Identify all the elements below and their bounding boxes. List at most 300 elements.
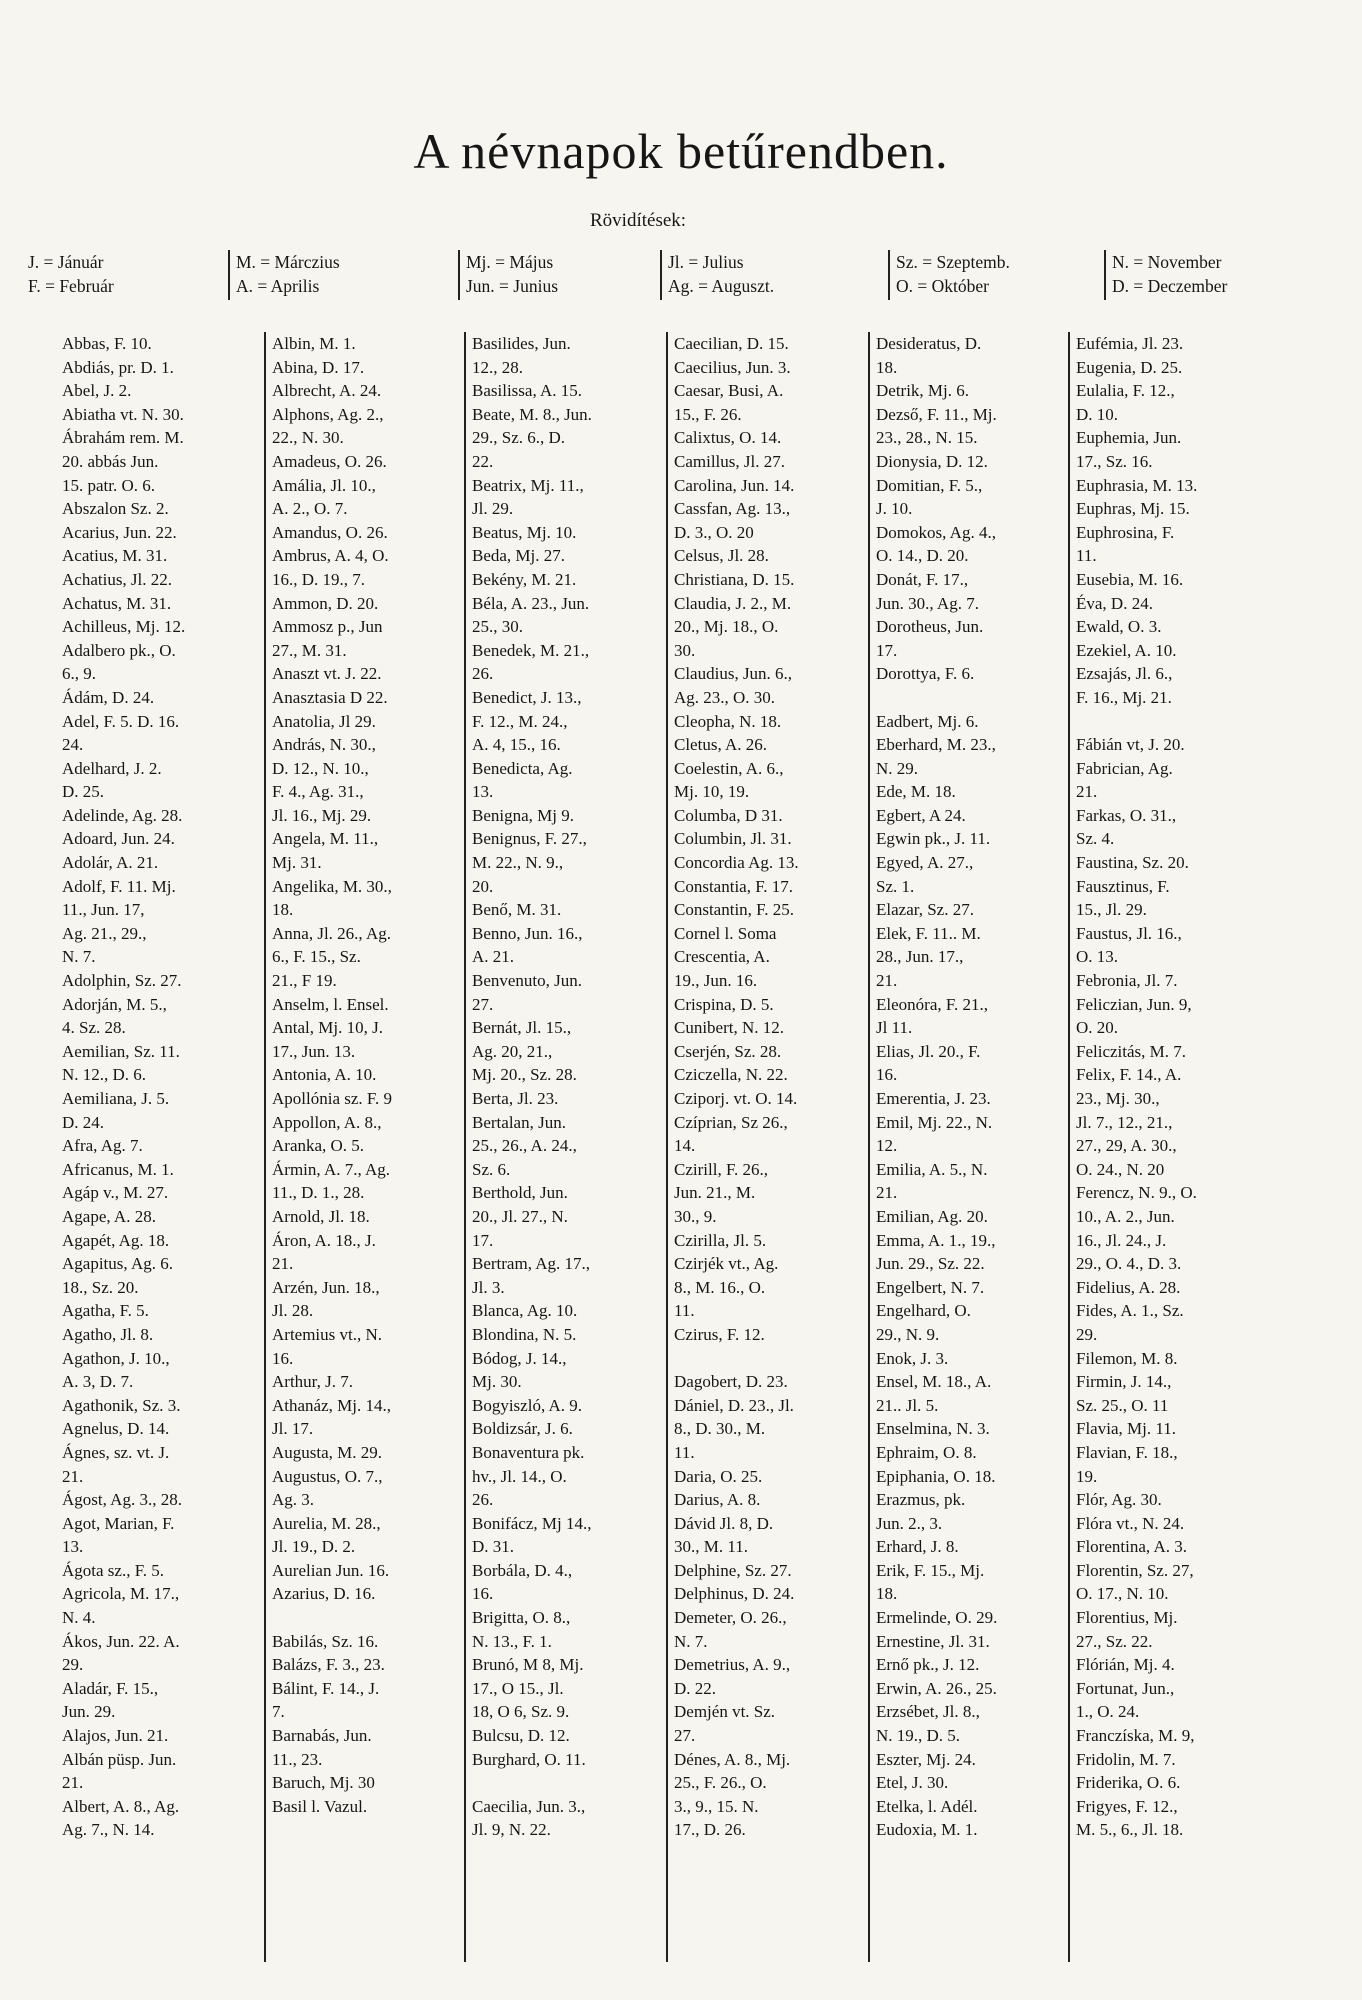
name-entry: 19., Jun. 16. [674, 971, 758, 991]
name-entry: 23., Mj. 30., [1076, 1089, 1160, 1108]
name-entry: Cunibert, N. 12. [674, 1018, 785, 1038]
name-entry: Amandus, O. 26. [272, 522, 388, 542]
name-entry: N. 29. [876, 758, 919, 778]
name-entry: Ammosz p., Jun [272, 617, 383, 637]
name-entry: Ede, M. 18. [876, 782, 956, 802]
name-entry: 11., D. 1., 28. [272, 1183, 365, 1203]
name-entry: 22. [472, 451, 494, 471]
name-entry: 17. [472, 1230, 494, 1250]
name-entry: Adolphin, Sz. 27. [62, 971, 182, 991]
name-entry: Celsus, Jl. 28. [674, 546, 769, 566]
name-entry: Cziporj. vt. O. 14. [674, 1089, 798, 1108]
name-entry: Beate, M. 8., Jun. [472, 404, 592, 424]
name-entry: Blondina, N. 5. [472, 1324, 577, 1344]
name-entry: 7. [272, 1702, 285, 1722]
name-entry: 18., Sz. 20. [62, 1277, 139, 1297]
column-divider [868, 332, 870, 1962]
name-entry: Daria, O. 25. [674, 1466, 763, 1486]
legend-group [1104, 250, 1342, 300]
name-entry: Jun. 21., M. [674, 1183, 756, 1203]
name-entry: Jl. 3. [472, 1277, 505, 1297]
name-entry: 18. [272, 900, 294, 920]
name-entry: Dezső, F. 11., Mj. [876, 404, 997, 424]
name-entry: Egbert, A 24. [876, 805, 966, 825]
name-entry: Etel, J. 30. [876, 1773, 949, 1793]
name-entry: 11., Jun. 17, [62, 900, 145, 920]
name-entry: 30. [674, 640, 696, 660]
name-entry: Domokos, Ag. 4., [876, 522, 996, 542]
name-entry: Fausztinus, F. [1076, 876, 1170, 896]
name-entry: Eadbert, Mj. 6. [876, 711, 979, 731]
name-entry: Jl. 7., 12., 21., [1076, 1112, 1173, 1132]
name-entry: Anaszt vt. J. 22. [272, 664, 382, 684]
name-entry: Feliczitás, M. 7. [1076, 1041, 1187, 1061]
name-entry: Delphine, Sz. 27. [674, 1560, 792, 1580]
name-entry: Mj. 20., Sz. 28. [472, 1065, 577, 1085]
name-entry: Demetrius, A. 9., [674, 1655, 791, 1675]
name-entry: Apollónia sz. F. 9 [272, 1089, 392, 1108]
name-column [876, 332, 1066, 1842]
name-entry: Angela, M. 11., [272, 829, 379, 849]
name-entry: Agathonik, Sz. 3. [62, 1395, 181, 1415]
name-entry: Coelestin, A. 6., [674, 758, 784, 778]
name-entry: Elek, F. 11.. M. [876, 923, 981, 943]
name-entry: 16., Jl. 24., J. [1076, 1230, 1167, 1250]
name-entry: 30., 9. [674, 1206, 717, 1226]
name-entry: 25., 30. [472, 617, 523, 637]
name-entry: D. 25. [62, 782, 105, 802]
name-entry: Africanus, M. 1. [62, 1159, 174, 1179]
name-entry: Aurelia, M. 28., [272, 1513, 381, 1533]
name-entry: Adelhard, J. 2. [62, 758, 162, 778]
name-entry: Benedicta, Ag. [472, 758, 573, 778]
name-entry: Fides, A. 1., Sz. [1076, 1301, 1184, 1321]
name-entry: 21. [62, 1466, 84, 1486]
name-entry: Constantin, F. 25. [674, 900, 795, 920]
name-entry: Demjén vt. Sz. [674, 1702, 776, 1722]
name-entry: Faustus, Jl. 16., [1076, 923, 1182, 943]
name-entry: 6., 9. [62, 664, 96, 684]
name-entry: Basilissa, A. 15. [472, 381, 583, 401]
name-entry: 4. Sz. 28. [62, 1018, 126, 1038]
name-entry [876, 686, 1066, 710]
name-entry: Ákos, Jun. 22. A. [62, 1631, 180, 1651]
name-entry: F. 16., Mj. 21. [1076, 687, 1172, 707]
name-entry: 25., 26., A. 24., [472, 1136, 577, 1156]
name-entry: 29., N. 9. [876, 1324, 940, 1344]
name-entry: Borbála, D. 4., [472, 1560, 573, 1580]
name-entry: Detrik, Mj. 6. [876, 381, 970, 401]
name-entry: Beda, Mj. 27. [472, 546, 566, 566]
name-entry: Bogyiszló, A. 9. [472, 1395, 583, 1415]
name-entry: 21. [1076, 782, 1098, 802]
name-entry: Jun. 30., Ag. 7. [876, 593, 979, 613]
name-entry: 15., F. 26. [674, 404, 742, 424]
name-entry: Flavia, Mj. 11. [1076, 1419, 1176, 1439]
name-entry: Jl. 9, N. 22. [472, 1820, 551, 1840]
column-divider [464, 332, 466, 1962]
name-entry: Elazar, Sz. 27. [876, 900, 974, 920]
name-entry: 27. [674, 1726, 696, 1746]
name-entry: Ágota sz., F. 5. [62, 1560, 165, 1580]
name-entry: N. 7. [674, 1631, 708, 1651]
name-entry: Agapitus, Ag. 6. [62, 1254, 173, 1274]
name-entry: Áron, A. 18., J. [272, 1230, 376, 1250]
name-entry: Angelika, M. 30., [272, 876, 392, 896]
name-entry: Albin, M. 1. [272, 334, 356, 353]
name-entry: Euphemia, Jun. [1076, 428, 1182, 448]
name-entry: Emil, Mj. 22., N. [876, 1112, 993, 1132]
name-entry: Eberhard, M. 23., [876, 735, 996, 755]
name-entry: 20. [472, 876, 494, 896]
name-entry: Agnelus, D. 14. [62, 1419, 170, 1439]
name-entry: N. 12., D. 6. [62, 1065, 147, 1085]
name-entry: Emerentia, J. 23. [876, 1089, 991, 1108]
name-entry: Ezekiel, A. 10. [1076, 640, 1177, 660]
name-entry: Ammon, D. 20. [272, 593, 379, 613]
name-entry: Brunó, M 8, Mj. [472, 1655, 584, 1675]
name-entry: Augusta, M. 29. [272, 1442, 383, 1462]
name-entry: Achilleus, Mj. 12. [62, 617, 186, 637]
name-entry: 18. [876, 357, 898, 377]
column-divider [1068, 332, 1070, 1962]
name-entry: Baruch, Mj. 30 [272, 1773, 375, 1793]
name-entry: Arthur, J. 7. [272, 1372, 354, 1392]
name-entry: Eugenia, D. 25. [1076, 357, 1183, 377]
name-entry: Delphinus, D. 24. [674, 1584, 795, 1604]
name-entry: Ag. 3. [272, 1490, 315, 1510]
name-entry: Ágnes, sz. vt. J. [62, 1442, 170, 1462]
name-entry: Egwin pk., J. 11. [876, 829, 991, 849]
name-entry: 14. [674, 1136, 696, 1156]
name-entry: Agricola, M. 17., [62, 1584, 180, 1604]
name-entry: Babilás, Sz. 16. [272, 1631, 379, 1651]
name-entry: 11. [1076, 546, 1097, 566]
name-entry: Columbin, Jl. 31. [674, 829, 792, 849]
name-entry: Erhard, J. 8. [876, 1537, 959, 1557]
name-entry: Firmin, J. 14., [1076, 1372, 1172, 1392]
name-entry: Euphrasia, M. 13. [1076, 475, 1198, 495]
name-entry: Faustina, Sz. 20. [1076, 853, 1189, 873]
name-entry: Afra, Ag. 7. [62, 1136, 143, 1156]
name-entry: 29. [1076, 1324, 1098, 1344]
name-entry: Adel, F. 5. D. 16. [62, 711, 180, 731]
name-entry: Éva, D. 24. [1076, 593, 1153, 613]
name-entry: Anna, Jl. 26., Ag. [272, 923, 391, 943]
name-entry: Caecilia, Jun. 3., [472, 1796, 586, 1816]
name-entry: 21. [876, 1183, 898, 1203]
name-entry: D. 10. [1076, 404, 1119, 424]
legend-entry: N. = November [1112, 252, 1222, 272]
name-entry: 12., 28. [472, 357, 523, 377]
name-entry: Bulcsu, D. 12. [472, 1726, 570, 1746]
name-entry: Sz. 1. [876, 876, 915, 896]
name-entry: Albrecht, A. 24. [272, 381, 382, 401]
name-entry: D. 24. [62, 1112, 105, 1132]
name-entry: Dionysia, D. 12. [876, 451, 988, 471]
name-entry: Ag. 23., O. 30. [674, 687, 776, 707]
legend-entry: Jl. = Julius [668, 252, 744, 272]
name-entry: 6., F. 15., Sz. [272, 947, 361, 967]
name-entry: Cziczella, N. 22. [674, 1065, 788, 1085]
name-entry: 21. [62, 1773, 84, 1793]
name-entry: Ensel, M. 18., A. [876, 1372, 992, 1392]
name-entry: 16. [472, 1584, 494, 1604]
column-divider [264, 332, 266, 1962]
name-entry: Czirus, F. 12. [674, 1324, 765, 1344]
name-entry: Caecilius, Jun. 3. [674, 357, 791, 377]
name-entry: Carolina, Jun. 14. [674, 475, 795, 495]
name-entry: 29., O. 4., D. 3. [1076, 1254, 1182, 1274]
name-entry: D. 31. [472, 1537, 515, 1557]
name-entry: Emilian, Ag. 20. [876, 1206, 988, 1226]
name-entry: Jun. 2., 3. [876, 1513, 943, 1533]
name-entry: Caecilian, D. 15. [674, 334, 789, 353]
name-entry: Benő, M. 31. [472, 900, 562, 920]
name-entry: Berthold, Jun. [472, 1183, 568, 1203]
name-entry: 11. [674, 1442, 695, 1462]
name-entry: 18, O 6, Sz. 9. [472, 1702, 570, 1722]
name-entry: Dániel, D. 23., Jl. [674, 1395, 794, 1415]
name-entry: Abdiás, pr. D. 1. [62, 357, 174, 377]
name-entry: 21. [272, 1254, 294, 1274]
name-entry: 15. patr. O. 6. [62, 475, 156, 495]
name-entry: Eulalia, F. 12., [1076, 381, 1175, 401]
name-entry: 8., D. 30., M. [674, 1419, 766, 1439]
name-entry: Caesar, Busi, A. [674, 381, 784, 401]
name-entry: Christiana, D. 15. [674, 569, 795, 589]
name-entry: Desideratus, D. [876, 334, 982, 353]
name-entry: Czirjék vt., Ag. [674, 1254, 779, 1274]
name-entry [674, 1347, 866, 1371]
name-entry: 29. [62, 1655, 84, 1675]
name-entry: Eudoxia, M. 1. [876, 1820, 978, 1840]
name-entry: Achatus, M. 31. [62, 593, 172, 613]
name-entry: Arnold, Jl. 18. [272, 1206, 370, 1226]
name-entry: Jl 11. [876, 1018, 913, 1038]
name-entry: Jl. 29. [472, 499, 514, 519]
name-entry: Agot, Marian, F. [62, 1513, 175, 1533]
name-entry: Ermelinde, O. 29. [876, 1608, 998, 1628]
name-entry: 16., D. 19., 7. [272, 569, 366, 589]
name-entry: Anselm, l. Ensel. [272, 994, 389, 1014]
name-entry: Jun. 29. [62, 1702, 116, 1722]
name-entry: O. 13. [1076, 947, 1119, 967]
name-entry: Etelka, l. Adél. [876, 1796, 978, 1816]
name-entry: 27. [472, 994, 494, 1014]
name-entry: D. 3., O. 20 [674, 522, 754, 542]
name-entry: Dorottya, F. 6. [876, 664, 975, 684]
name-entry: Ephraim, O. 8. [876, 1442, 977, 1462]
name-entry: 17., Jun. 13. [272, 1041, 356, 1061]
name-entry: 26. [472, 664, 494, 684]
name-entry: 27., Sz. 22. [1076, 1631, 1153, 1651]
name-entry: Cserjén, Sz. 28. [674, 1041, 782, 1061]
legend-entry: A. = Aprilis [236, 276, 320, 296]
name-entry: Brigitta, O. 8., [472, 1608, 571, 1628]
name-entry: Euphrosina, F. [1076, 522, 1175, 542]
name-column [472, 332, 664, 1842]
name-entry: Donát, F. 17., [876, 569, 969, 589]
legend-group [660, 250, 888, 300]
name-entry: Domitian, F. 5., [876, 475, 983, 495]
name-entry: Mj. 30. [472, 1372, 522, 1392]
name-entry: Beatus, Mj. 10. [472, 522, 577, 542]
name-entry: Engelbert, N. 7. [876, 1277, 985, 1297]
name-entry: 17., O 15., Jl. [472, 1678, 564, 1698]
name-entry: Ábrahám rem. M. [62, 428, 184, 448]
name-entry: Albán püsp. Jun. [62, 1749, 177, 1769]
name-entry: Florentius, Mj. [1076, 1608, 1178, 1628]
name-entry: D. 22. [674, 1678, 717, 1698]
name-entry: 23., 28., N. 15. [876, 428, 978, 448]
name-entry: Darius, A. 8. [674, 1490, 761, 1510]
name-entry: Czirill, F. 26., [674, 1159, 769, 1179]
name-entry: Bonaventura pk. [472, 1442, 585, 1462]
name-entry: Fabrician, Ag. [1076, 758, 1173, 778]
name-entry: Ernestine, Jl. 31. [876, 1631, 990, 1651]
name-entry: Béla, A. 23., Jun. [472, 593, 590, 613]
name-column [62, 332, 260, 1842]
name-entry: O. 20. [1076, 1018, 1119, 1038]
name-entry: Crispina, D. 5. [674, 994, 774, 1014]
name-entry: Flórián, Mj. 4. [1076, 1655, 1175, 1675]
name-entry: Antal, Mj. 10, J. [272, 1018, 383, 1038]
name-entry: Enok, J. 3. [876, 1348, 949, 1368]
name-entry: 12. [876, 1136, 898, 1156]
legend-entry: Sz. = Szeptemb. [896, 252, 1010, 272]
name-entry: 15., Jl. 29. [1076, 900, 1147, 920]
name-entry: Benedek, M. 21., [472, 640, 590, 660]
name-entry: Ádám, D. 24. [62, 687, 155, 707]
name-entry: 18. [876, 1584, 898, 1604]
name-entry: Appollon, A. 8., [272, 1112, 382, 1132]
name-entry: Ambrus, A. 4, O. [272, 546, 389, 566]
name-entry: Constantia, F. 17. [674, 876, 794, 896]
name-entry: Emilia, A. 5., N. [876, 1159, 988, 1179]
name-entry: Eufémia, Jl. 23. [1076, 334, 1184, 353]
legend-entry: J. = Jánuár [28, 252, 104, 272]
legend-group [888, 250, 1106, 300]
name-entry: Euphras, Mj. 15. [1076, 499, 1190, 519]
name-entry: Fábián vt, J. 20. [1076, 735, 1185, 755]
name-entry: 17., D. 26. [674, 1820, 746, 1840]
name-entry: Erzsébet, Jl. 8., [876, 1702, 980, 1722]
name-entry: Florentin, Sz. 27, [1076, 1560, 1194, 1580]
name-entry: Burghard, O. 11. [472, 1749, 586, 1769]
name-entry: 24. [62, 735, 84, 755]
name-entry: Anatolia, Jl 29. [272, 711, 376, 731]
name-entry: Epiphania, O. 18. [876, 1466, 996, 1486]
name-entry: 16. [876, 1065, 898, 1085]
name-entry: Aemiliana, J. 5. [62, 1089, 170, 1108]
name-entry: M. 5., 6., Jl. 18. [1076, 1820, 1184, 1840]
name-entry: Abiatha vt. N. 30. [62, 404, 184, 424]
name-entry: J. 10. [876, 499, 913, 519]
name-entry: Flóra vt., N. 24. [1076, 1513, 1185, 1533]
name-entry: Benvenuto, Jun. [472, 971, 583, 991]
name-entry: Benedict, J. 13., [472, 687, 582, 707]
name-entry: Azarius, D. 16. [272, 1584, 376, 1604]
name-column [272, 332, 462, 1818]
name-entry: Benno, Jun. 16., [472, 923, 583, 943]
name-entry: Alphons, Ag. 2., [272, 404, 384, 424]
name-entry [1076, 710, 1286, 734]
name-entry: 1., O. 24. [1076, 1702, 1140, 1722]
name-entry: 3., 9., 15. N. [674, 1796, 759, 1816]
name-entry: Ernő pk., J. 12. [876, 1655, 980, 1675]
page-title: A névnapok betűrendben. [413, 123, 949, 179]
name-entry: A. 3, D. 7. [62, 1372, 134, 1392]
name-entry: N. 4. [62, 1608, 96, 1628]
name-entry: Abszalon Sz. 2. [62, 499, 169, 519]
name-entry: Cassfan, Ag. 13., [674, 499, 791, 519]
name-entry: 13. [62, 1537, 84, 1557]
name-entry: Bekény, M. 21. [472, 569, 577, 589]
name-entry: 27., M. 31. [272, 640, 347, 660]
name-entry: O. 14., D. 20. [876, 546, 969, 566]
name-entry: Adolár, A. 21. [62, 853, 159, 873]
name-entry: Jun. 29., Sz. 22. [876, 1254, 985, 1274]
name-column [1076, 332, 1286, 1842]
name-entry: Aladár, F. 15., [62, 1678, 159, 1698]
name-entry: 13. [472, 782, 494, 802]
name-entry: Jl. 28. [272, 1301, 314, 1321]
name-entry: Agape, A. 28. [62, 1206, 156, 1226]
name-entry: Ag. 20, 21., [472, 1041, 553, 1061]
name-entry: 21. [876, 971, 898, 991]
name-entry: 19. [1076, 1466, 1098, 1486]
name-entry: O. 24., N. 20 [1076, 1159, 1165, 1179]
name-entry: 20., Mj. 18., O. [674, 617, 779, 637]
name-entry: Aranka, O. 5. [272, 1136, 365, 1156]
name-entry: Sz. 25., O. 11 [1076, 1395, 1169, 1415]
legend-entry: F. = Február [28, 276, 114, 296]
name-entry: Ag. 7., N. 14. [62, 1820, 155, 1840]
name-entry: Czirilla, Jl. 5. [674, 1230, 767, 1250]
name-entry: Erik, F. 15., Mj. [876, 1560, 985, 1580]
name-entry: Basil l. Vazul. [272, 1796, 368, 1816]
name-entry: Benignus, F. 27., [472, 829, 587, 849]
name-entry: Ágost, Ag. 3., 28. [62, 1490, 182, 1510]
name-entry: Albert, A. 8., Ag. [62, 1796, 180, 1816]
name-entry: Cletus, A. 26. [674, 735, 768, 755]
name-entry: Adolf, F. 11. Mj. [62, 876, 176, 896]
name-entry: Enselmina, N. 3. [876, 1419, 990, 1439]
name-entry: 10., A. 2., Jun. [1076, 1206, 1175, 1226]
name-entry: Aurelian Jun. 16. [272, 1560, 390, 1580]
legend-entry: Ag. = Auguszt. [668, 276, 775, 296]
legend-group [28, 250, 218, 300]
name-entry: Friderika, O. 6. [1076, 1773, 1181, 1793]
name-entry: Abbas, F. 10. [62, 334, 152, 353]
name-entry: Claudius, Jun. 6., [674, 664, 793, 684]
name-entry: Demeter, O. 26., [674, 1608, 787, 1628]
name-entry: Concordia Ag. 13. [674, 853, 799, 873]
name-entry: Augustus, O. 7., [272, 1466, 383, 1486]
name-entry: 26. [472, 1490, 494, 1510]
name-entry: Ewald, O. 3. [1076, 617, 1162, 637]
name-entry: Amália, Jl. 10., [272, 475, 376, 495]
name-entry: Achatius, Jl. 22. [62, 569, 173, 589]
name-entry: Acarius, Jun. 22. [62, 522, 177, 542]
name-entry: Dagobert, D. 23. [674, 1372, 788, 1392]
name-entry: Engelhard, O. [876, 1301, 971, 1321]
name-entry: Dorotheus, Jun. [876, 617, 984, 637]
name-entry: Blanca, Ag. 10. [472, 1301, 578, 1321]
name-entry: Frigyes, F. 12., [1076, 1796, 1178, 1816]
name-entry: Flavian, F. 18., [1076, 1442, 1178, 1462]
